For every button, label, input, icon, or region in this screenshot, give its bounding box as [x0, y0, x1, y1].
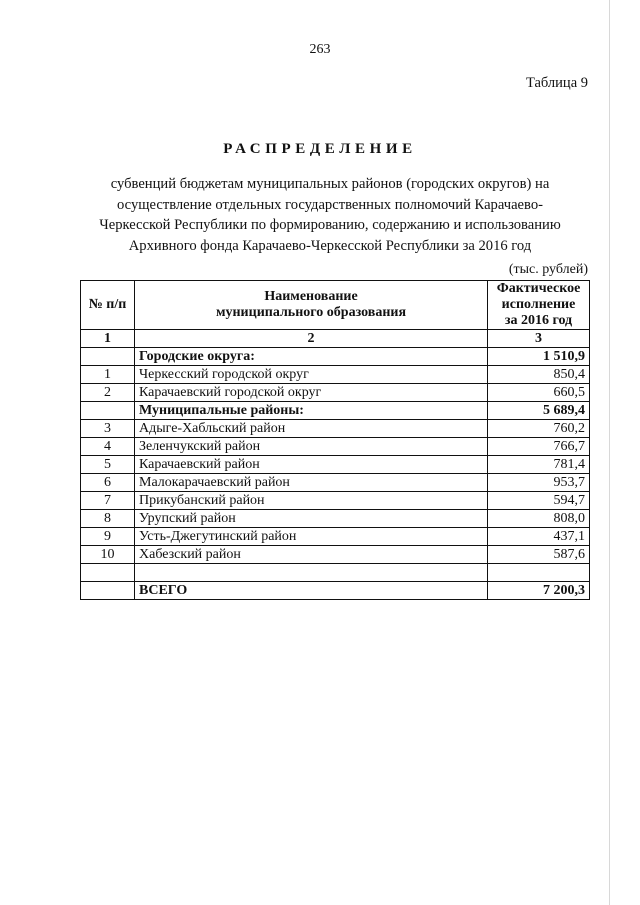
row-name: Прикубанский район [135, 492, 488, 510]
header-name-line: муниципального образования [215, 305, 407, 320]
table-label: Таблица 9 [525, 75, 588, 91]
row-value: 808,0 [488, 510, 590, 528]
row-name [135, 564, 488, 582]
row-name: Городские округа: [135, 348, 488, 366]
table-row [81, 438, 590, 456]
column-number-row [81, 330, 590, 348]
row-no: 5 [81, 456, 135, 474]
row-value: 5 689,4 [488, 402, 590, 420]
row-name: Зеленчукский район [135, 438, 488, 456]
table-row [81, 366, 590, 384]
table-row [81, 384, 590, 402]
units-label: (тыс. рублей) [508, 262, 588, 277]
total-row [81, 582, 590, 600]
header-name [135, 281, 488, 330]
row-no: 10 [81, 546, 135, 564]
table-row [81, 348, 590, 366]
table-row [81, 456, 590, 474]
row-name: Усть-Джегутинский район [135, 528, 488, 546]
header-value [488, 281, 590, 330]
row-no [81, 564, 135, 582]
subtitle-line: осуществление отдельных государственных полномочий Карачаево- [117, 196, 543, 213]
subtitle-line: субвенций бюджетам муниципальных районов (городских округов) на [110, 176, 550, 192]
header-value-line: Фактическое [496, 281, 581, 296]
column-number: 1 [81, 330, 135, 348]
row-no: 7 [81, 492, 135, 510]
row-no [81, 348, 135, 366]
header-value-line: за 2016 год [504, 313, 573, 328]
row-name: Малокарачаевский район [135, 474, 488, 492]
row-no: 1 [81, 366, 135, 384]
row-value: 660,5 [488, 384, 590, 402]
column-number: 3 [488, 330, 590, 348]
row-value [488, 564, 590, 582]
row-value: 437,1 [488, 528, 590, 546]
row-value: 1 510,9 [488, 348, 590, 366]
scan-edge-line [609, 0, 610, 905]
document-heading: РАСПРЕДЕЛЕНИЕ [223, 141, 417, 157]
header-value-line: исполнение [501, 297, 576, 312]
table-row [81, 492, 590, 510]
row-value: 850,4 [488, 366, 590, 384]
page-number: 263 [309, 42, 331, 57]
table-row [81, 474, 590, 492]
row-no: 9 [81, 528, 135, 546]
table-row-empty [81, 564, 590, 582]
row-no: 4 [81, 438, 135, 456]
table-header-row [81, 281, 590, 330]
row-no [81, 402, 135, 420]
total-value: 7 200,3 [488, 582, 590, 600]
header-name-line: Наименование [264, 289, 358, 304]
subtitle-line: Архивного фонда Карачаево-Черкесской Республики за 2016 год [128, 237, 532, 254]
row-value: 587,6 [488, 546, 590, 564]
row-no: 2 [81, 384, 135, 402]
row-name: Хабезский район [135, 546, 488, 564]
row-name: Адыге-Хабльский район [135, 420, 488, 438]
row-value: 760,2 [488, 420, 590, 438]
subtitle-line: Черкесской Республики по формированию, содержанию и использованию [99, 217, 561, 233]
row-value: 766,7 [488, 438, 590, 456]
header-no: № п/п [81, 281, 135, 330]
table-row [81, 528, 590, 546]
row-value: 781,4 [488, 456, 590, 474]
table-row [81, 420, 590, 438]
row-name: Черкесский городской округ [135, 366, 488, 384]
document-subtitle [60, 174, 600, 256]
table-row [81, 510, 590, 528]
total-label: ВСЕГО [135, 582, 488, 600]
row-no: 8 [81, 510, 135, 528]
row-name: Карачаевский район [135, 456, 488, 474]
row-name: Урупский район [135, 510, 488, 528]
row-value: 953,7 [488, 474, 590, 492]
table-row [81, 546, 590, 564]
row-no: 3 [81, 420, 135, 438]
distribution-table [80, 280, 590, 600]
row-no: 6 [81, 474, 135, 492]
row-name: Муниципальные районы: [135, 402, 488, 420]
table-row [81, 402, 590, 420]
total-no [81, 582, 135, 600]
column-number: 2 [135, 330, 488, 348]
row-value: 594,7 [488, 492, 590, 510]
row-name: Карачаевский городской округ [135, 384, 488, 402]
